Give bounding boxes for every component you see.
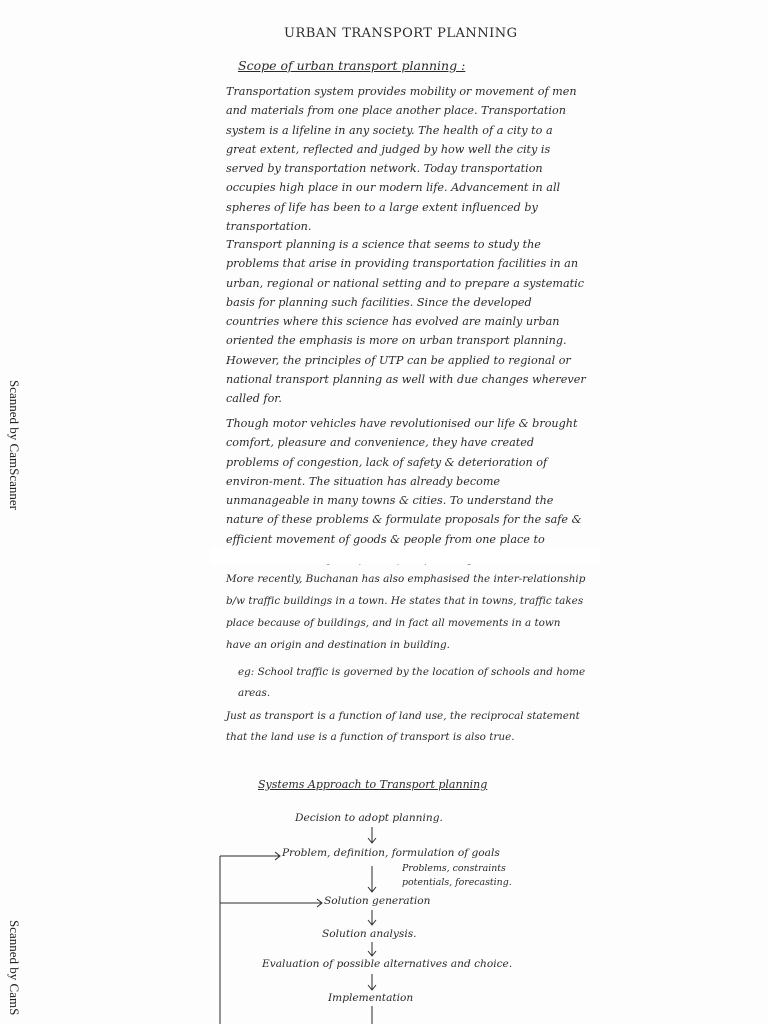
flow-step-solution-analysis: Solution analysis.	[322, 928, 417, 940]
systems-approach-heading: Systems Approach to Transport planning	[258, 778, 488, 791]
paragraph-3: Though motor vehicles have revolutionised our life & brought comfort, pleasure and convenience, they have created problems of congestion, lack of safety & deterioration of environ-ment. The situation has already become unmanageable in many towns & cities. To understand the nature of these problems & formulate proposals for the safe & efficient movement of goods & people from one place to	[226, 417, 582, 546]
closing-paragraph: Just as transport is a function of land use, the reciprocal statement that the land use is a function of transport is also true.	[226, 710, 580, 743]
watermark-camscanner-1: Scanned by CamScanner	[7, 380, 22, 510]
flow-step-problem-note-b: potentials, forecasting.	[402, 877, 512, 888]
paragraph-4: More recently, Buchanan has also emphasised the inter-relationship b/w traffic buildings in a town. He states that in towns, traffic takes place because of buildings, and in fact all movements in a town have an origin and destination in building.	[226, 573, 586, 651]
page-title: URBAN TRANSPORT PLANNING	[284, 26, 518, 41]
paragraph-2: Transport planning is a science that seems to study the problems that arise in providing transportation facilities in an urban, regional or national setting and to prepare a systematic basis for planning such facilities. Since the developed countries where this science has evolved are mainly urban oriented the emphasis is more on urban transport planning. However, the principles of UTP can be applied to regional or national transport planning as well with due changes wherever called for.	[226, 238, 586, 406]
flow-step-problem: Problem, definition, formulation of goals	[282, 847, 500, 859]
section-heading-scope: Scope of urban transport planning :	[238, 58, 466, 73]
flow-step-evaluation: Evaluation of possible alternatives and choice.	[262, 958, 513, 970]
flow-start: Decision to adopt planning.	[295, 812, 443, 824]
flow-step-problem-note-a: Problems, constraints	[402, 863, 506, 874]
flow-step-solution-generation: Solution generation	[324, 895, 431, 907]
watermark-camscanner-2: Scanned by CamS	[7, 920, 22, 1016]
example-text: eg: School traffic is governed by the location of schools and home areas.	[238, 666, 586, 699]
paragraph-1: Transportation system provides mobility or movement of men and materials from one place another place. Transportation system is a lifeline in any society. The health of a city to a great extent, reflected and judged by how well the city is served by transportation network. Today transportation occupies high place in our modern life. Advancement in all spheres of life has been to a large extent influenced by transportation.	[226, 85, 577, 234]
flow-step-implementation: Implementation	[328, 992, 414, 1004]
